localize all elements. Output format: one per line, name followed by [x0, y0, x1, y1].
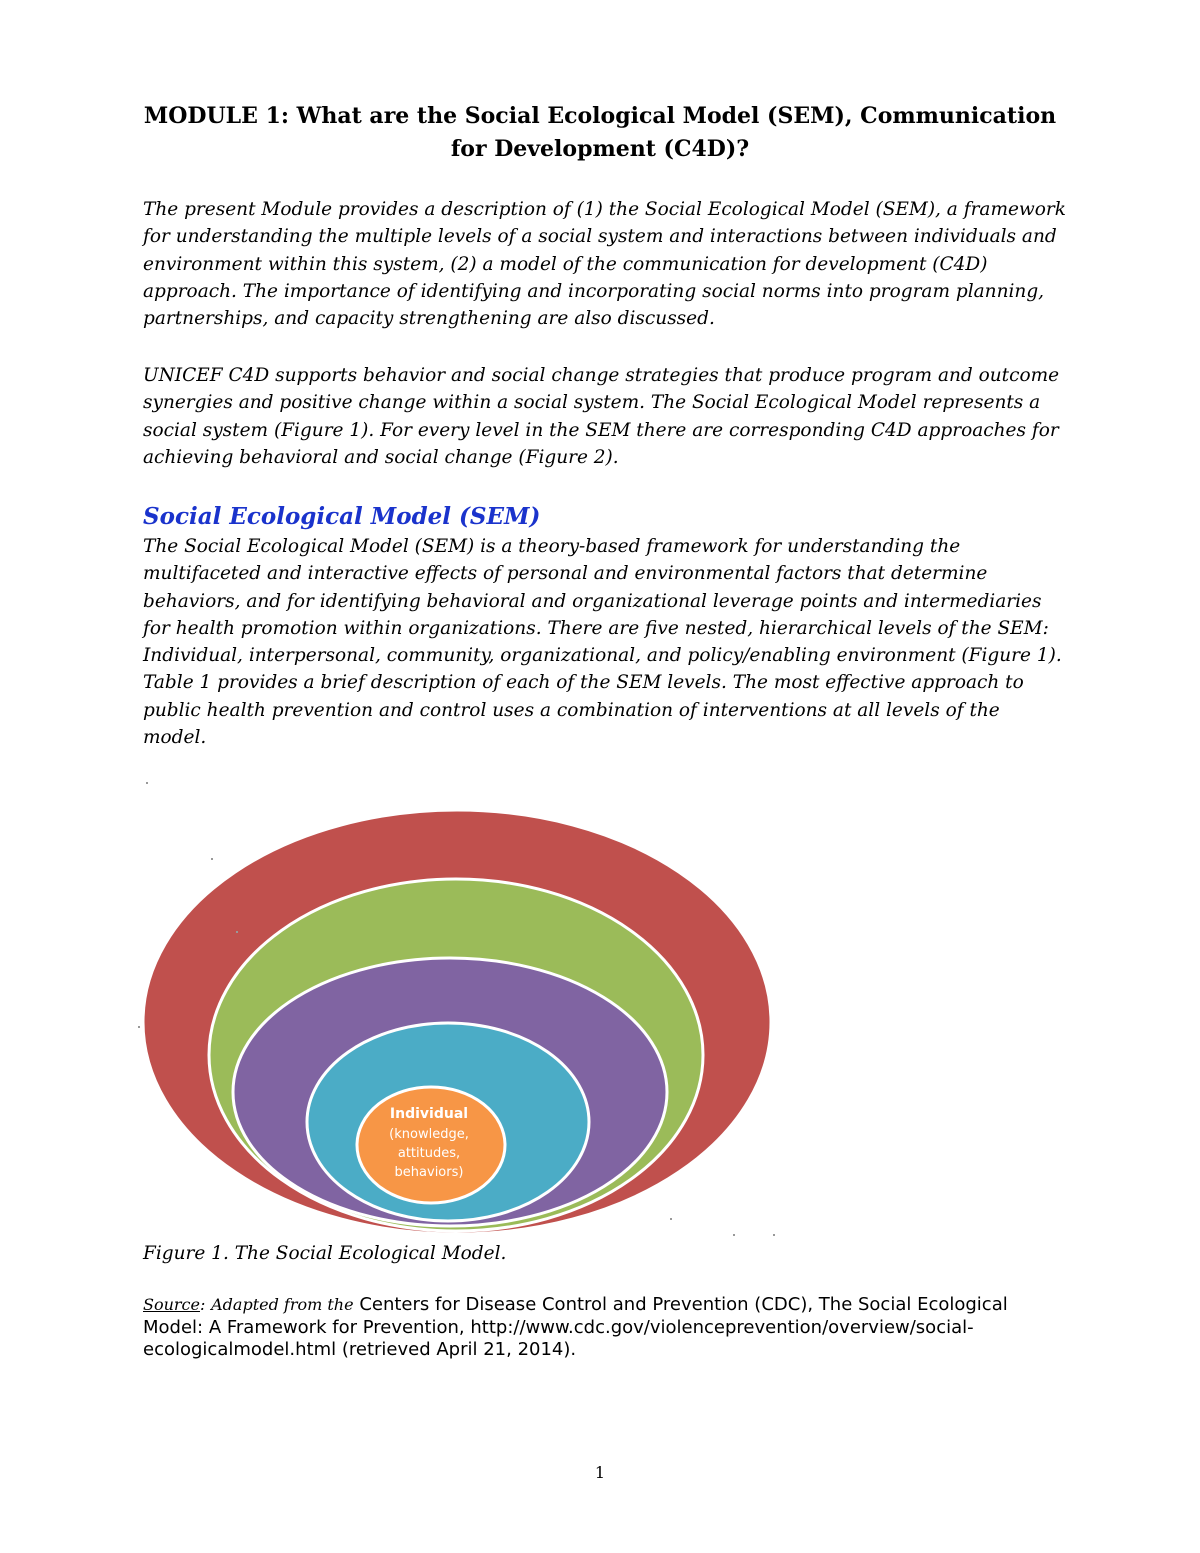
section-heading: Social Ecological Model (SEM) — [143, 503, 541, 530]
stray-mark — [236, 931, 238, 933]
stray-mark — [146, 782, 148, 784]
source-label: Source — [143, 1295, 200, 1314]
source-colon: : — [199, 1295, 206, 1314]
center-label-title: Individual — [389, 1106, 469, 1122]
module-title — [120, 100, 1080, 166]
stray-mark — [773, 1234, 775, 1236]
source-text: Centers for Disease Control and Prevention (CDC), The Social Ecological Model: A Framework for Prevention, http://www.cdc.gov/violenceprevention/overview/social-ecologicalmodel.html (retrieved April 21, 2014). — [143, 1294, 1008, 1360]
stray-mark — [733, 1234, 735, 1236]
center-label-line2: (knowledge, — [389, 1127, 469, 1142]
center-label-line3: attitudes, — [397, 1146, 461, 1161]
page-number: 1 — [594, 1463, 606, 1482]
ring-center — [357, 1087, 505, 1203]
stray-mark — [211, 858, 213, 860]
sem-figure — [130, 770, 790, 1240]
title-line-1: MODULE 1: What are the Social Ecological Model (SEM), Communication — [143, 103, 1057, 129]
unicef-paragraph: UNICEF C4D supports behavior and social change strategies that produce program and outcome synergies and positive change within a social system. The Social Ecological Model represents a social system (Figure 1). For every level in the SEM there are corresponding C4D approaches for achieving behavioral and social change (Figure 2). — [143, 365, 1060, 468]
intro-paragraph: The present Module provides a description of (1) the Social Ecological Model (SEM), a framework for understanding the multiple levels of a social system and interactions between individuals and environment within this system, (2) a model of the communication for development (C4D) approach. The importance of identifying and incorporating social norms into program planning, partnerships, and capacity strengthening are also discussed. — [143, 199, 1066, 330]
title-line-2: for Development (C4D)? — [450, 136, 750, 162]
stray-mark — [670, 1218, 672, 1220]
source-adapted: Adapted from the — [211, 1295, 354, 1314]
center-label-line4: behaviors) — [394, 1165, 464, 1180]
stray-mark — [138, 1026, 140, 1028]
sem-nested-rings-diagram — [130, 770, 790, 1240]
figure-caption: Figure 1. The Social Ecological Model. — [143, 1243, 507, 1264]
sem-paragraph: The Social Ecological Model (SEM) is a theory-based framework for understanding the multifaceted and interactive effects of personal and environmental factors that determine behaviors, and for identifying behavioral and organizational leverage points and intermediaries for health promotion within organizations. There are five nested, hierarchical levels of the SEM: Individual, interpersonal, community, organizational, and policy/enabling environment (Figure 1). Table 1 provides a brief description of each of the SEM levels. The most effective approach to public health prevention and control uses a combination of interventions at all levels of the model. — [143, 536, 1062, 749]
source-citation — [143, 1294, 1073, 1362]
